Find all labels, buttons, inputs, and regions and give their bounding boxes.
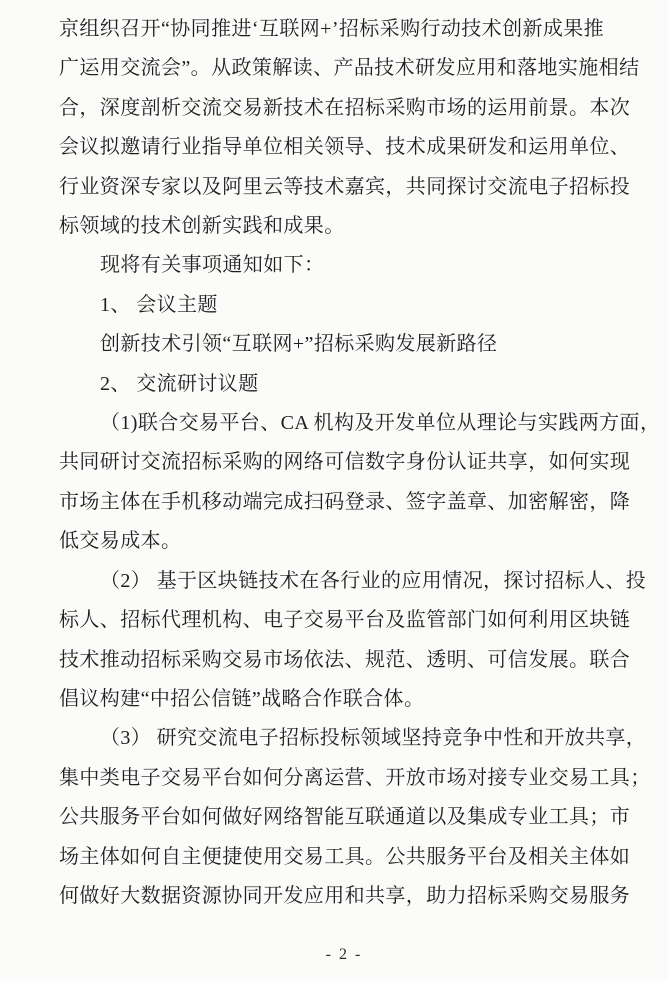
paragraph-section-2-heading (59, 365, 637, 404)
paragraph-topic-3 (59, 719, 651, 916)
text-line: 行业资深专家以及阿里云等技术嘉宾，共同探讨交流电子招标投 (59, 175, 631, 198)
text-line: 何做好大数据资源协同开发应用和共享，助力招标采购交易服务 (59, 884, 631, 907)
text-line: 合，深度剖析交流交易新技术在招标采购市场的运用前景。本次 (59, 96, 631, 119)
paragraph-section-1-heading (59, 286, 637, 325)
text-line: （2） 基于区块链技术在各行业的应用情况，探讨招标人、投 (100, 569, 647, 592)
text-line: 京组织召开“协同推进‘互联网+’招标采购行动技术创新成果推 (59, 18, 605, 40)
paragraph-section-1-theme (59, 325, 637, 364)
text-line: 现将有关事项通知如下： (100, 254, 325, 277)
text-line: 低交易成本。 (59, 530, 182, 553)
paragraph-topic-2 (59, 562, 647, 720)
text-line: 技术推动招标采购交易市场依法、规范、透明、可信发展。联合 (59, 648, 631, 671)
text-line: 共同研讨交流招标采购的网络可信数字身份认证共享，如何实现 (59, 451, 631, 474)
paragraph-notice-lead (59, 246, 637, 285)
text-line: 场主体如何自主便捷使用交易工具。公共服务平台及相关主体如 (59, 845, 631, 868)
page-number: - 2 - (325, 946, 363, 963)
document-body (59, 10, 661, 916)
text-line: 市场主体在手机移动端完成扫码登录、签字盖章、加密解密，降 (59, 490, 631, 513)
text-line: 1、 会议主题 (100, 293, 218, 316)
paragraph-topic-1 (59, 404, 661, 562)
text-line: 标人、招标代理机构、电子交易平台及监管部门如何利用区块链 (59, 609, 631, 632)
text-line: 公共服务平台如何做好网络智能互联通道以及集成专业工具；市 (59, 806, 631, 829)
text-line: 标领域的技术创新实践和成果。 (59, 215, 345, 238)
text-line: 会议拟邀请行业指导单位相关领导、技术成果研发和运用单位、 (59, 136, 631, 159)
text-line: 2、 交流研讨议题 (100, 372, 259, 395)
text-line: 创新技术引领“互联网+”招标采购发展新路径 (100, 333, 498, 356)
text-line: 集中类电子交易平台如何分离运营、开放市场对接专业交易工具； (59, 766, 651, 789)
text-line: （1)联合交易平台、CA 机构及开发单位从理论与实践两方面， (100, 412, 661, 435)
text-line: （3） 研究交流电子招标投标领域坚持竞争中性和开放共享， (100, 727, 647, 750)
text-line: 倡议构建“中招公信链”战略合作联合体。 (59, 687, 425, 710)
text-line: 广运用交流会”。从政策解读、产品技术研发应用和落地实施相结 (59, 57, 640, 80)
paragraph-intro-continued (59, 10, 640, 246)
